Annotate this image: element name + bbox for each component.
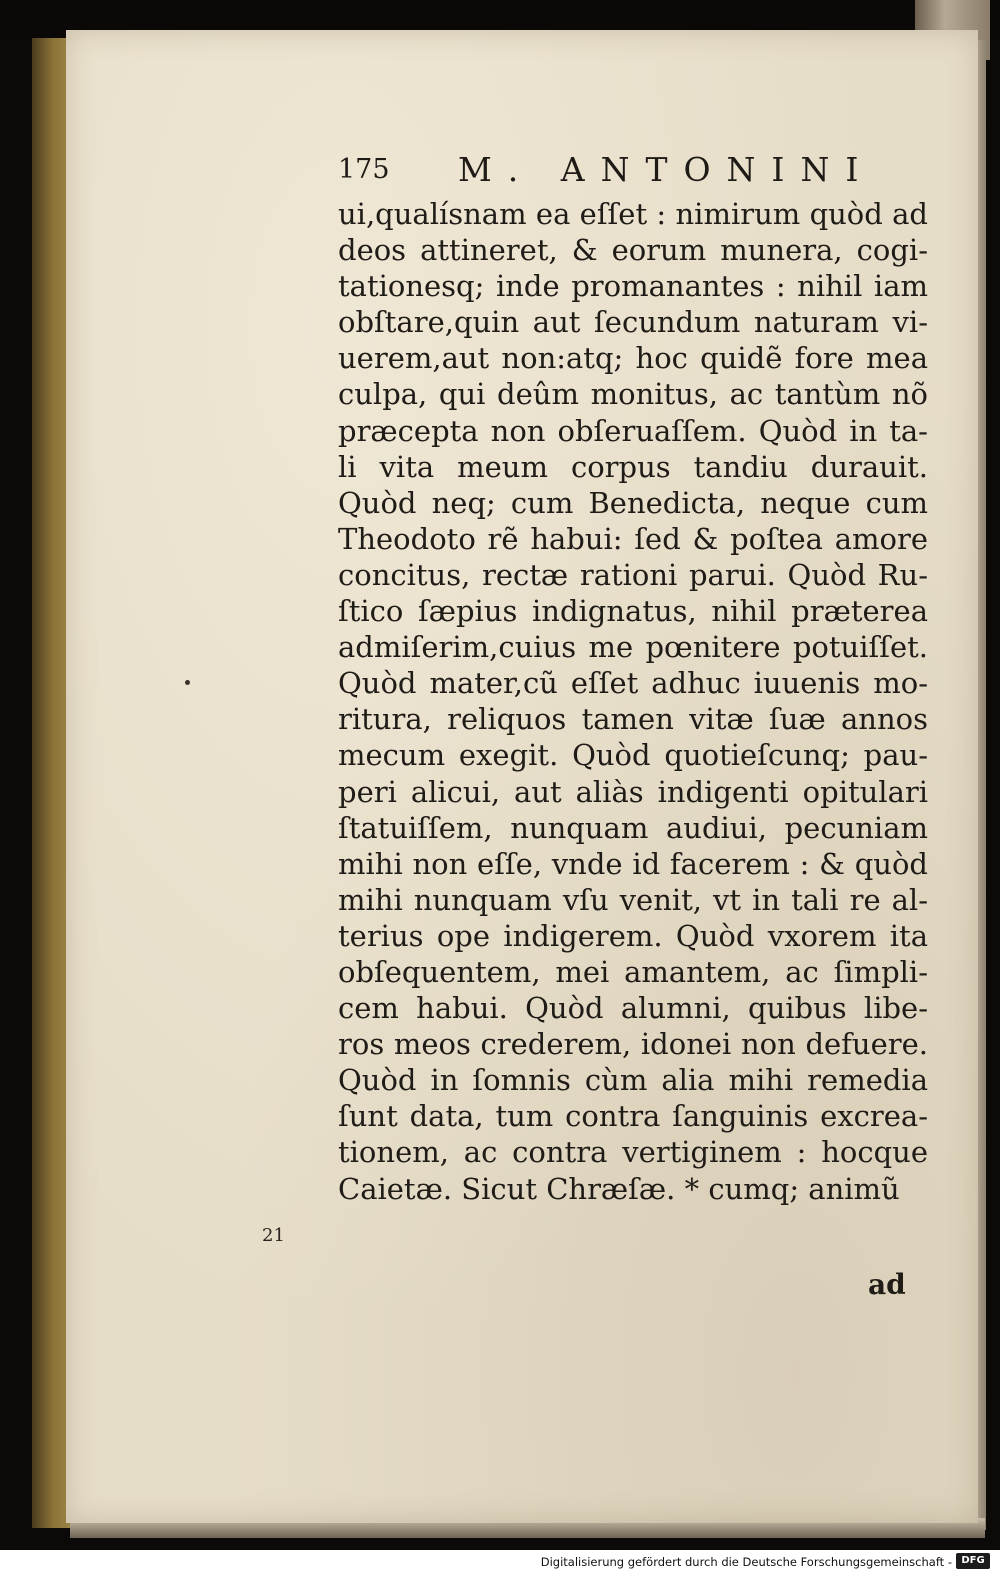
text-line: Quòd neq; cum Benedicta, neque cum xyxy=(338,485,928,520)
text-line: obſtare,quin aut ſecundum naturam vi- xyxy=(338,305,928,340)
body-text xyxy=(338,196,928,1207)
digitization-credit: Digitalisierung gefördert durch die Deutsche Forschungsgemeinschaft - xyxy=(540,1555,952,1569)
ink-speck xyxy=(185,680,190,685)
marginal-note: 21 xyxy=(262,1225,285,1246)
text-line: ritura, reliquos tamen vitæ ſuæ annos xyxy=(338,702,928,737)
text-line: deos attineret, & eorum munera, cogi- xyxy=(338,233,928,268)
page-header xyxy=(338,150,928,194)
text-line: peri alicui, aut aliàs indigenti opitulari xyxy=(338,774,928,809)
page-number: 175 xyxy=(338,154,390,185)
text-line: Theodoto rẽ habui: ſed & poſtea amore xyxy=(338,521,928,556)
running-head: M. ANTONINI xyxy=(458,150,875,189)
text-line: terius ope indigerem. Quòd vxorem ita xyxy=(338,918,928,953)
text-line: obſequentem, mei amantem, ac ſimpli- xyxy=(338,954,928,989)
text-line: Quòd in ſomnis cùm alia mihi remedia xyxy=(338,1063,928,1098)
text-line: tationesq; inde promanantes : nihil iam xyxy=(338,269,928,304)
text-line: ui,qualísnam ea eſſet : nimirum quòd ad xyxy=(338,197,928,231)
text-line: culpa, qui deûm monitus, ac tantùm nõ xyxy=(338,377,928,412)
text-line: ros meos crederem, idonei non defuere. xyxy=(338,1027,928,1062)
text-line: mihi non eſſe, vnde id facerem : & quòd xyxy=(338,846,928,881)
text-line: admiſerim,cuius me pœnitere potuiſſet. xyxy=(338,630,928,665)
text-line: ſtico ſæpius indignatus, nihil præterea xyxy=(338,594,928,629)
text-line: cem habui. Quòd alumni, quibus libe- xyxy=(338,991,928,1026)
text-line: ſtatuiſſem, nunquam audiui, pecuniam xyxy=(338,810,928,845)
dfg-logo: DFG xyxy=(956,1553,990,1569)
catchword: ad xyxy=(868,1268,906,1301)
text-line: mecum exegit. Quòd quotieſcunq; pau- xyxy=(338,738,928,773)
text-line: præcepta non obſeruaſſem. Quòd in ta- xyxy=(338,413,928,448)
text-line: tionem, ac contra vertiginem : hocque xyxy=(338,1135,928,1170)
text-line: mihi nunquam vſu venit, vt in tali re al- xyxy=(338,882,928,917)
text-line: concitus, rectæ rationi parui. Quòd Ru- xyxy=(338,557,928,592)
text-line: ſunt data, tum contra ſanguinis excrea- xyxy=(338,1099,928,1134)
text-line: Quòd mater,cũ eſſet adhuc iuuenis mo- xyxy=(338,666,928,701)
text-line: Caietæ. Sicut Chræſæ. * cumq; animũ xyxy=(338,1171,900,1206)
text-line: li vita meum corpus tandiu durauit. xyxy=(338,449,928,484)
text-line: uerem,aut non:atq; hoc quidẽ fore mea xyxy=(338,341,928,376)
